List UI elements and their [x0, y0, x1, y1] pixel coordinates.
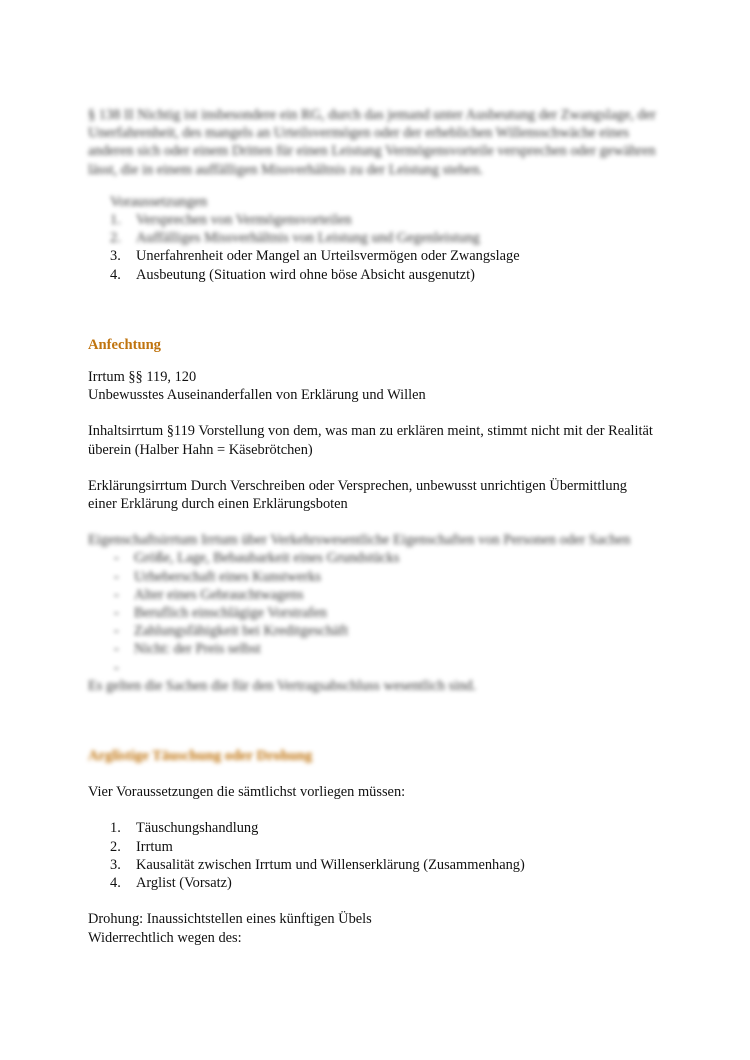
list-item [110, 874, 658, 892]
taeuschung-list [88, 819, 658, 892]
drohung-line: Drohung: Inaussichtstellen eines künftigen Übels [88, 911, 372, 928]
list-number: 2. [110, 230, 121, 247]
eigenschaften-list [88, 549, 658, 676]
list-item [110, 838, 658, 856]
list-item [88, 586, 658, 604]
document-content [88, 106, 658, 947]
list-item [110, 247, 658, 265]
list-item [88, 659, 658, 677]
list-item [88, 568, 658, 586]
anfechtung-heading: Anfechtung [88, 336, 161, 353]
list-text: Beruflich einschlägige Vorstrafen [134, 605, 327, 622]
list-dash: - [114, 605, 119, 622]
list-dash: - [114, 641, 119, 658]
paragraph-138: § 138 II Nichtig ist insbesondere ein RG, durch das jemand unter Ausbeutung der Zwangslage, der Unerfahrenheit, des mangels an Urteilsvermögen oder der erheblichen Willensschwäche eines anderen sich oder einem Dritten für einen Leistung Vermögensvorteile versprechen oder gewähren lässt, die in einem auffälligen Missverhältnis zu der Leistung stehen. [88, 107, 656, 178]
list-text: Irrtum [136, 838, 173, 855]
es-gelten-paragraph: Es gelten die Sachen die für den Vertragsabschluss wesentlich sind. [88, 677, 477, 694]
list-number: 1. [110, 212, 121, 229]
list-text: Arglist (Vorsatz) [136, 875, 232, 892]
list-text: Urheberschaft eines Kunstwerks [134, 568, 322, 585]
list-text: Auffälliges Missverhältnis von Leistung und Gegenleistung [136, 230, 480, 247]
eigenschaftsirrtum-paragraph: Eigenschaftsirrtum Irrtum über Verkehrswesentliche Eigenschaften von Personen oder Sachen [88, 532, 631, 549]
list-item [110, 211, 658, 229]
list-dash: - [114, 586, 119, 603]
list-number: 1. [110, 820, 121, 837]
list-item [88, 622, 658, 640]
list-number: 3. [110, 856, 121, 873]
taeuschung-heading: Arglistige Täuschung oder Drohung [88, 748, 313, 765]
list-text: Kausalität zwischen Irrtum und Willenserklärung (Zusammenhang) [136, 856, 525, 873]
list-text: Zahlungsfähigkeit bei Kreditgeschäft [134, 623, 349, 640]
voraussetzungen-block [88, 193, 658, 284]
list-text: Alter eines Gebrauchtwagens [134, 586, 304, 603]
list-text: Unerfahrenheit oder Mangel an Urteilsvermögen oder Zwangslage [136, 248, 520, 265]
taeuschung-intro: Vier Voraussetzungen die sämtlichst vorliegen müssen: [88, 784, 406, 801]
list-item [110, 229, 658, 247]
list-text: Größe, Lage, Bebaubarkeit eines Grundstücks [134, 550, 400, 567]
list-item [110, 819, 658, 837]
list-dash: - [114, 568, 119, 585]
list-text: Nicht: der Preis selbst [134, 641, 261, 658]
inhaltsirrtum-paragraph: Inhaltsirrtum §119 Vorstellung von dem, was man zu erklären meint, stimmt nicht mit der Realität überein (Halber Hahn = Käsebrötchen) [88, 423, 653, 458]
list-dash: - [114, 659, 119, 676]
list-item [110, 266, 658, 284]
list-item [88, 549, 658, 567]
list-text: Versprechen von Vermögensvorteilen [136, 212, 352, 229]
list-text: Ausbeutung (Situation wird ohne böse Absicht ausgenutzt) [136, 266, 475, 283]
list-number: 4. [110, 266, 121, 283]
list-item [110, 856, 658, 874]
list-dash: - [114, 550, 119, 567]
irrtum-definition: Unbewusstes Auseinanderfallen von Erklärung und Willen [88, 387, 426, 404]
list-item [88, 604, 658, 622]
voraussetzungen-label: Voraussetzungen [110, 193, 208, 210]
widerrechtlich-line: Widerrechtlich wegen des: [88, 929, 242, 946]
irrtum-title: Irrtum §§ 119, 120 [88, 369, 197, 386]
list-number: 4. [110, 875, 121, 892]
erklaerungsirrtum-paragraph: Erklärungsirrtum Durch Verschreiben oder Versprechen, unbewusst unrichtigen Übermittlung einer Erklärung durch einen Erklärungsboten [88, 477, 627, 513]
voraussetzungen-list [110, 211, 658, 284]
list-number: 2. [110, 838, 121, 855]
list-dash: - [114, 623, 119, 640]
list-text: Täuschungshandlung [136, 820, 259, 837]
list-item [88, 640, 658, 658]
list-number: 3. [110, 248, 121, 265]
